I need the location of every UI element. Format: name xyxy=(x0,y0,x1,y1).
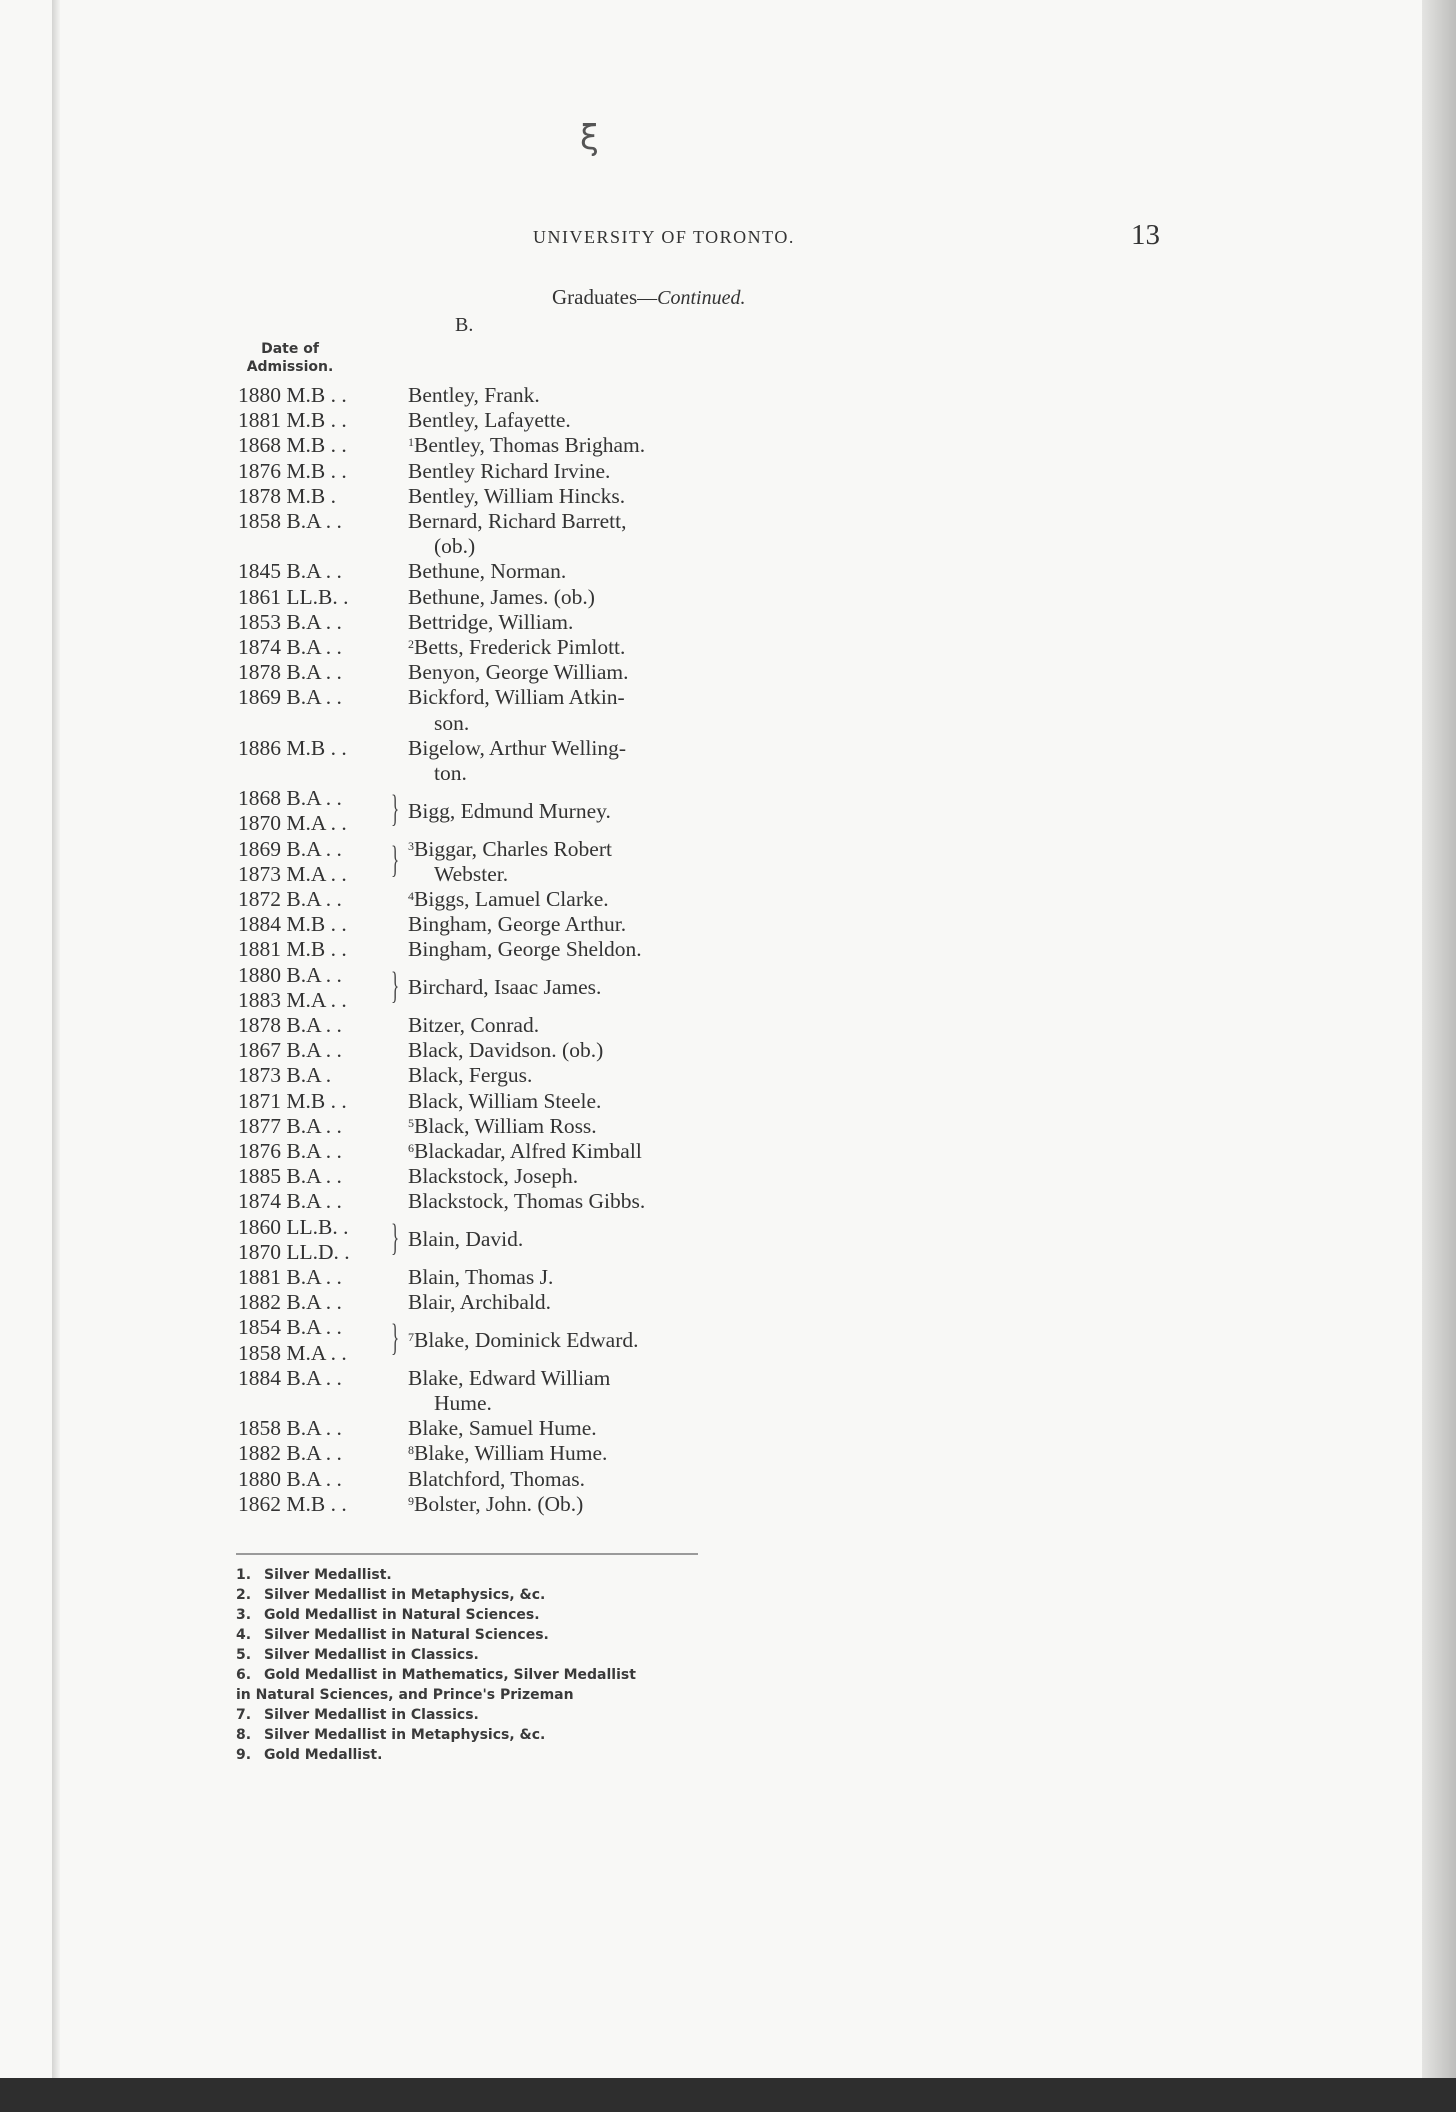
section-title-main: Graduates xyxy=(552,285,638,309)
graduate-name-text: Bentley, Lafayette. xyxy=(408,408,571,433)
footnote xyxy=(236,1625,636,1645)
graduate-name-text: Biggs, Lamuel Clarke. xyxy=(414,887,609,911)
graduate-name xyxy=(408,685,728,710)
graduate-name-text: Bentley Richard Irvine. xyxy=(408,458,611,483)
admission-date: 1881 B.A . . xyxy=(238,1265,342,1289)
graduate-name-continuation: Webster. xyxy=(434,861,509,886)
footnote-marker: 2 xyxy=(408,637,414,651)
brace: } xyxy=(391,1317,400,1360)
footnote-text: Gold Medallist in Natural Sciences. xyxy=(264,1607,540,1623)
admission-date: 1877 B.A . . xyxy=(238,1113,342,1138)
admission-date: 1878 M.B . xyxy=(238,483,336,508)
graduate-name-text: Bethune, Norman. xyxy=(408,559,567,584)
footnote-number: 4. xyxy=(236,1627,252,1643)
admission-date: 1858 B.A . . xyxy=(238,509,342,533)
graduate-name xyxy=(408,1416,728,1441)
graduate-name xyxy=(408,799,728,824)
graduate-name-text: Blackstock, Joseph. xyxy=(408,1164,579,1189)
admission-date: 1858 M.A . . xyxy=(238,1340,347,1365)
graduate-name-text: Bethune, James. (ob.) xyxy=(408,584,595,609)
graduate-name-text: Bingham, George Arthur. xyxy=(408,912,627,937)
graduate-name-text: Black, Davidson. (ob.) xyxy=(408,1038,604,1063)
graduate-name xyxy=(408,1013,728,1038)
brace: } xyxy=(391,838,400,881)
section-title-continued: Continued. xyxy=(657,287,746,309)
admission-date: 1884 M.B . . xyxy=(238,912,347,937)
admission-date: 1873 M.A . . xyxy=(238,861,347,886)
footnote xyxy=(236,1705,636,1725)
graduate-name xyxy=(408,459,728,484)
footnote-number: 5. xyxy=(236,1647,252,1663)
footnote-number: 8. xyxy=(236,1727,252,1743)
graduate-name-text: Black, William Steele. xyxy=(408,1088,602,1113)
admission-date: 1880 M.B . . xyxy=(238,383,347,407)
admission-date: 1870 M.A . . xyxy=(238,811,347,836)
footnote-text: Silver Medallist in Classics. xyxy=(264,1707,479,1723)
graduate-name-continuation: Hume. xyxy=(434,1391,492,1415)
admission-date: 1867 B.A . . xyxy=(238,1038,342,1063)
footnote-number: 3. xyxy=(236,1607,252,1623)
footnote xyxy=(236,1665,636,1685)
graduate-name-text: Betts, Frederick Pimlott. xyxy=(414,635,626,659)
brace: } xyxy=(391,964,400,1007)
admission-date: 1882 B.A . . xyxy=(238,1290,342,1315)
admission-date: 1878 B.A . . xyxy=(238,660,342,685)
graduate-name xyxy=(408,1139,728,1164)
footnote xyxy=(236,1745,636,1765)
admission-date: 1868 M.B . . xyxy=(238,433,347,458)
column-heading-line: Date of xyxy=(261,341,319,357)
graduate-name-text: Bigelow, Arthur Welling- xyxy=(408,735,627,760)
admission-date: 1876 B.A . . xyxy=(238,1139,342,1163)
graduate-name xyxy=(408,585,728,610)
footnote xyxy=(236,1645,636,1665)
graduate-name-text: Bitzer, Conrad. xyxy=(408,1013,540,1037)
admission-date: 1883 M.A . . xyxy=(238,987,347,1012)
footnote-text: Gold Medallist in Mathematics, Silver Medallist xyxy=(264,1667,636,1683)
graduate-name-text: Biggar, Charles Robert xyxy=(414,836,612,861)
graduate-name-text: Blake, Dominick Edward. xyxy=(414,1328,639,1352)
footnote-marker: 9 xyxy=(408,1493,414,1508)
graduate-name-continuation: (ob.) xyxy=(434,534,476,559)
footnote-text: Gold Medallist. xyxy=(264,1747,383,1763)
graduate-name-continuation: ton. xyxy=(434,761,467,785)
footnote-rule xyxy=(236,1553,698,1555)
admission-date: 1881 M.B . . xyxy=(238,408,347,433)
footnote xyxy=(236,1605,636,1625)
footnote-text: Silver Medallist in Metaphysics, &c. xyxy=(264,1727,546,1743)
graduate-name-text: Blain, David. xyxy=(408,1227,524,1252)
graduate-name xyxy=(408,937,728,962)
graduate-name-text: Bettridge, William. xyxy=(408,609,574,634)
admission-date: 1853 B.A . . xyxy=(238,609,342,634)
section-letter: B. xyxy=(455,314,474,336)
admission-date: 1881 M.B . . xyxy=(238,937,347,962)
admission-date: 1880 B.A . . xyxy=(238,1466,342,1491)
admission-date: 1876 M.B . . xyxy=(238,458,347,483)
graduate-name xyxy=(408,383,728,408)
graduate-name-text: Bingham, George Sheldon. xyxy=(408,937,642,962)
graduate-name xyxy=(408,408,728,433)
graduate-name xyxy=(408,484,728,509)
graduate-name-continuation: son. xyxy=(434,710,470,735)
graduate-name xyxy=(408,912,728,937)
footnote-text: Silver Medallist. xyxy=(264,1567,392,1583)
admission-date: 1860 LL.B. . xyxy=(238,1214,349,1239)
footnote xyxy=(236,1565,636,1585)
footnote-text: Silver Medallist in Classics. xyxy=(264,1647,479,1663)
graduate-name-text: Blair, Archibald. xyxy=(408,1290,552,1315)
admission-date: 1872 B.A . . xyxy=(238,887,342,911)
admission-date: 1874 B.A . . xyxy=(238,635,342,659)
footnote xyxy=(236,1725,636,1745)
graduate-name xyxy=(408,635,728,660)
footnote-marker: 4 xyxy=(408,889,414,903)
footnote-number: 7. xyxy=(236,1707,252,1723)
pencil-mark: ξ xyxy=(580,118,599,158)
graduate-name-text: Bolster, John. (Ob.) xyxy=(414,1491,584,1516)
admission-date: 1845 B.A . . xyxy=(238,559,342,584)
graduate-name-text: Black, Fergus. xyxy=(408,1063,533,1088)
admission-date: 1869 B.A . . xyxy=(238,836,342,861)
column-heading-line: Admission. xyxy=(246,359,334,375)
brace: } xyxy=(391,1216,400,1259)
admission-date: 1869 B.A . . xyxy=(238,685,342,710)
graduate-name xyxy=(408,1467,728,1492)
graduate-name-text: Bigg, Edmund Murney. xyxy=(408,798,611,823)
graduate-name xyxy=(408,1441,728,1466)
section-title-dash: — xyxy=(637,287,658,309)
column-heading xyxy=(240,340,340,376)
footnote-text: Silver Medallist in Natural Sciences. xyxy=(264,1627,549,1643)
graduate-name xyxy=(408,1492,728,1517)
admission-date: 1884 B.A . . xyxy=(238,1365,342,1390)
graduate-name xyxy=(408,433,728,458)
graduate-name-text: Birchard, Isaac James. xyxy=(408,975,602,1000)
graduate-name xyxy=(408,1290,728,1315)
footnote-continuation: in Natural Sciences, and Prince's Prizeman xyxy=(236,1687,574,1703)
admission-date: 1870 LL.D. . xyxy=(238,1239,350,1264)
graduate-name xyxy=(408,1038,728,1063)
graduate-name xyxy=(408,975,728,1000)
admission-date: 1854 B.A . . xyxy=(238,1315,342,1340)
graduate-name xyxy=(408,1089,728,1114)
graduate-name xyxy=(408,1114,728,1139)
admission-date: 1858 B.A . . xyxy=(238,1416,342,1441)
scan-bottom-band xyxy=(0,2078,1456,2112)
admission-date: 1880 B.A . . xyxy=(238,962,342,987)
admission-date: 1878 B.A . . xyxy=(238,1013,342,1037)
footnote-text: Silver Medallist in Metaphysics, &c. xyxy=(264,1587,546,1603)
graduate-name-text: Blackadar, Alfred Kimball xyxy=(414,1139,642,1163)
graduate-name xyxy=(408,837,728,862)
graduate-name-text: Blake, Samuel Hume. xyxy=(408,1416,597,1441)
graduate-name-text: Bickford, William Atkin- xyxy=(408,685,625,710)
footnote-marker: 6 xyxy=(408,1141,414,1155)
graduate-name xyxy=(408,887,728,912)
page-right-edge xyxy=(1422,0,1456,2112)
graduate-name xyxy=(408,1063,728,1088)
page-left-edge xyxy=(52,0,60,2078)
graduate-name xyxy=(408,559,728,584)
admission-date: 1885 B.A . . xyxy=(238,1164,342,1189)
graduate-name-text: Bentley, Thomas Brigham. xyxy=(414,433,646,458)
section-title xyxy=(552,285,745,310)
admission-date: 1868 B.A . . xyxy=(238,786,342,811)
graduate-name xyxy=(408,1227,728,1252)
brace: } xyxy=(391,788,400,831)
footnote-number: 2. xyxy=(236,1587,252,1603)
graduate-name xyxy=(408,1265,728,1290)
graduate-name-text: Benyon, George William. xyxy=(408,660,629,685)
graduate-name-text: Black, William Ross. xyxy=(414,1113,597,1138)
admission-date: 1862 M.B . . xyxy=(238,1491,347,1516)
graduate-name-text: Blain, Thomas J. xyxy=(408,1265,554,1289)
graduate-name-text: Blackstock, Thomas Gibbs. xyxy=(408,1189,646,1214)
footnote-number: 1. xyxy=(236,1567,252,1583)
graduate-name-text: Bernard, Richard Barrett, xyxy=(408,509,627,533)
graduate-name-text: Blatchford, Thomas. xyxy=(408,1466,585,1491)
footnote-number: 6. xyxy=(236,1667,252,1683)
footnote-marker: 3 xyxy=(408,838,414,853)
graduate-name xyxy=(408,1189,728,1214)
footnote xyxy=(236,1585,636,1605)
graduate-name-text: Blake, William Hume. xyxy=(414,1441,608,1466)
page-number: 13 xyxy=(1131,219,1160,251)
graduate-name-text: Blake, Edward William xyxy=(408,1365,611,1390)
admission-date: 1882 B.A . . xyxy=(238,1441,342,1466)
admission-date: 1874 B.A . . xyxy=(238,1189,342,1214)
graduate-name xyxy=(408,660,728,685)
admission-date: 1873 B.A . xyxy=(238,1063,332,1088)
footnote-number: 9. xyxy=(236,1747,252,1763)
footnote-marker: 7 xyxy=(408,1330,414,1344)
footnote-marker: 8 xyxy=(408,1443,414,1458)
graduate-name xyxy=(408,1328,728,1353)
graduate-name-text: Bentley, Frank. xyxy=(408,383,540,407)
graduate-name xyxy=(408,736,728,761)
admission-date: 1886 M.B . . xyxy=(238,735,347,760)
admission-date: 1861 LL.B. . xyxy=(238,584,349,609)
footnote-marker: 5 xyxy=(408,1115,414,1130)
graduate-name xyxy=(408,610,728,635)
graduate-name xyxy=(408,509,728,534)
graduate-name-text: Bentley, William Hincks. xyxy=(408,483,626,508)
graduate-name xyxy=(408,1164,728,1189)
graduate-name xyxy=(408,1366,728,1391)
footnotes xyxy=(236,1565,636,1765)
admission-date: 1871 M.B . . xyxy=(238,1088,347,1113)
running-head: UNIVERSITY OF TORONTO. xyxy=(533,227,795,247)
footnote-marker: 1 xyxy=(408,435,414,450)
